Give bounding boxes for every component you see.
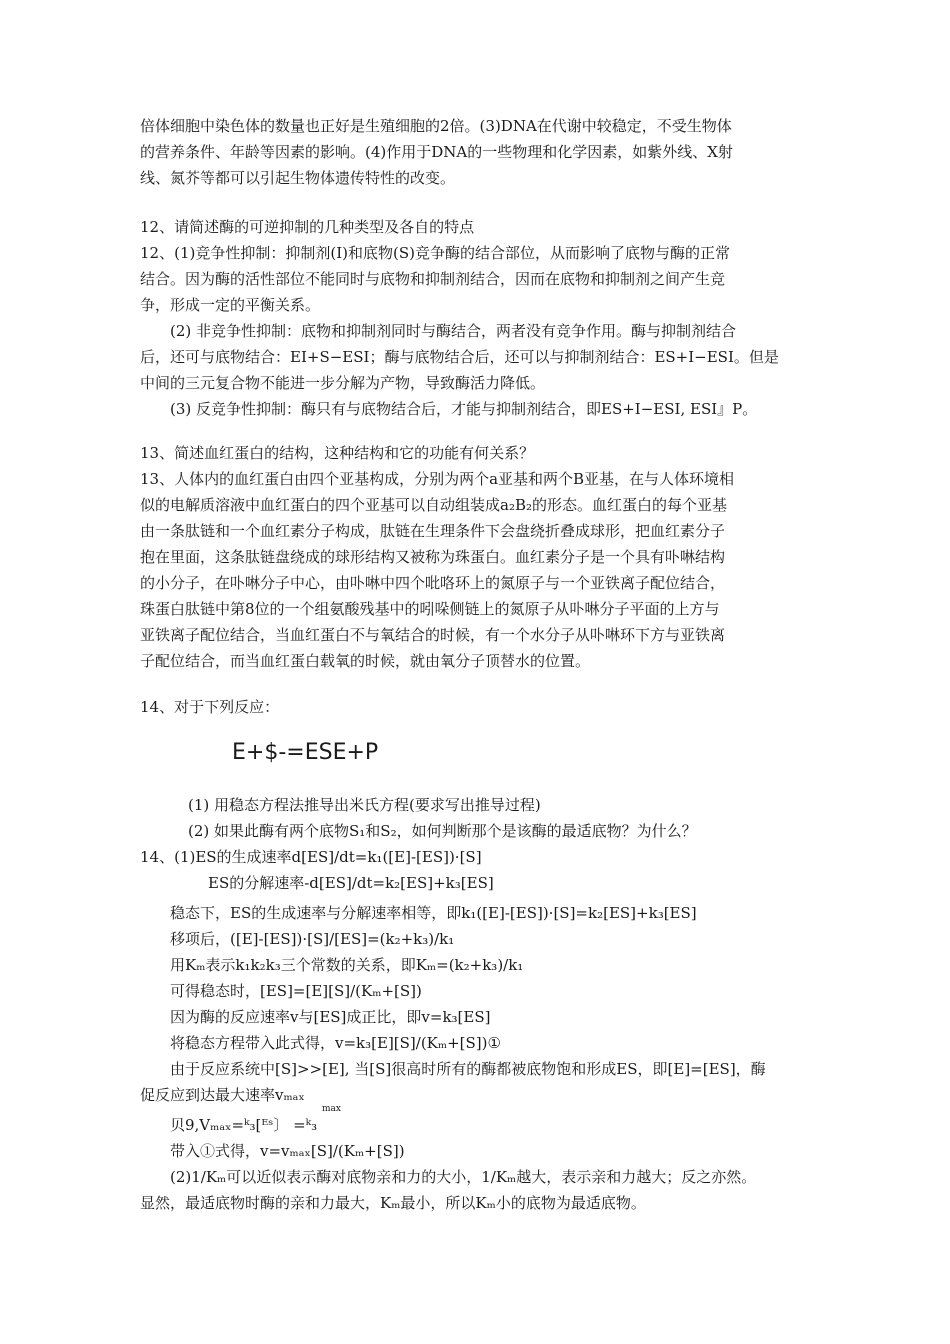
text-line: 似的电解质溶液中血红蛋白的四个亚基可以自动组装成a₂B₂的形态。血红蛋白的每个亚基 bbox=[140, 496, 727, 514]
equation-text: E+$-=ESE+P bbox=[232, 740, 379, 765]
text-line: 争，形成一定的平衡关系。 bbox=[140, 296, 321, 314]
text-line: 促反应到达最大速率vₘₐₓ bbox=[140, 1086, 305, 1104]
text-line: 结合。因为酶的活性部位不能同时与底物和抑制剂结合，因而在底物和抑制剂之间产生竞 bbox=[140, 270, 726, 288]
text-line: (3) 反竞争性抑制：酶只有与底物结合后，才能与抑制剂结合，即ES+I−ESI, ESI』P。 bbox=[170, 400, 758, 418]
question-13-title: 13、简述血红蛋白的结构，这种结构和它的功能有何关系？ bbox=[140, 444, 535, 462]
question-14-subquestions bbox=[140, 792, 820, 844]
text-line: 的营养条件、年龄等因素的影响。(4)作用于DNA的一些物理和化学因素，如紫外线、X射 bbox=[140, 143, 733, 161]
text-line: 珠蛋白肽链中第8位的一个组氨酸残基中的吲哚侧链上的氮原子从卟啉分子平面的上方与 bbox=[140, 600, 720, 618]
text-line: 贝9,Vₘₐₓ=ᵏ₃[ᴱˢ〕 =ᵏ₃ bbox=[170, 1116, 318, 1134]
text-line: 中间的三元复合物不能进一步分解为产物，导致酶活力降低。 bbox=[140, 374, 546, 392]
text-line: 移项后，([E]-[ES])·[S]/[ES]=(k₂+k₃)/k₁ bbox=[170, 930, 455, 948]
derivation-steps bbox=[140, 900, 820, 1108]
text-line: 12、(1)竞争性抑制：抑制剂(I)和底物(S)竞争酶的结合部位，从而影响了底物与酶的正常 bbox=[140, 244, 730, 262]
text-line: 抱在里面，这条肽链盘绕成的球形结构又被称为珠蛋白。血红素分子是一个具有卟啉结构 bbox=[140, 548, 726, 566]
question-13 bbox=[140, 440, 820, 674]
text-line: (2)1/Kₘ可以近似表示酶对底物亲和力的大小，1/Kₘ越大，表示亲和力越大；反之亦然。 bbox=[170, 1168, 757, 1186]
text-line: 可得稳态时，[ES]=[E][S]/(Kₘ+[S]) bbox=[170, 982, 422, 1000]
text-line: 由于反应系统中[S]>>[E], 当[S]很高时所有的酶都被底物饱和形成ES，即[E]=[ES]，酶 bbox=[170, 1060, 766, 1078]
text-line: 的小分子，在卟啉分子中心，由卟啉中四个吡咯环上的氮原子与一个亚铁离子配位结合， bbox=[140, 574, 726, 592]
text-line: 子配位结合，而当血红蛋白载氧的时候，就由氧分子顶替水的位置。 bbox=[140, 652, 591, 670]
question-14-answer bbox=[140, 844, 820, 896]
text-line: 带入①式得，v=vₘₐₓ[S]/(Kₘ+[S]) bbox=[170, 1142, 405, 1160]
intro-paragraph bbox=[140, 113, 820, 191]
text-line: 倍体细胞中染色体的数量也正好是生殖细胞的2倍。(3)DNA在代谢中较稳定，不受生物体 bbox=[140, 117, 732, 135]
question-12-title: 12、请简述酶的可逆抑制的几种类型及各自的特点 bbox=[140, 218, 475, 236]
text-line: 用Kₘ表示k₁k₂k₃三个常数的关系，即Kₘ=(k₂+k₃)/k₁ bbox=[170, 956, 524, 974]
vmax-subscript-note: max bbox=[322, 1104, 341, 1114]
question-14 bbox=[140, 694, 820, 720]
text-line: 稳态下，ES的生成速率与分解速率相等，即k₁([E]-[ES])·[S]=k₂[ES]+k₃[ES] bbox=[170, 904, 697, 922]
subquestion-1: (1) 用稳态方程法推导出米氏方程(要求写出推导过程) bbox=[188, 796, 541, 814]
question-14-title: 14、对于下列反应： bbox=[140, 698, 280, 716]
text-line: 因为酶的反应速率v与[ES]成正比，即v=k₃[ES] bbox=[170, 1008, 491, 1026]
vmax-derivation bbox=[140, 1112, 820, 1216]
text-line: 显然，最适底物时酶的亲和力最大，Kₘ最小，所以Kₘ小的底物为最适底物。 bbox=[140, 1194, 646, 1212]
text-line: 将稳态方程带入此式得，v=k₃[E][S]/(Kₘ+[S])① bbox=[170, 1034, 501, 1052]
text-line: 亚铁离子配位结合，当血红蛋白不与氧结合的时候，有一个水分子从卟啉环下方与亚铁离 bbox=[140, 626, 726, 644]
question-12 bbox=[140, 214, 820, 422]
subquestion-2: (2) 如果此酶有两个底物S₁和S₂，如何判断那个是该酶的最适底物？为什么？ bbox=[188, 822, 697, 840]
text-line: 14、(1)ES的生成速率d[ES]/dt=k₁([E]-[ES])·[S] bbox=[140, 848, 482, 866]
text-line: 后，还可与底物结合：EI+S−ESI；酶与底物结合后，还可以与抑制剂结合：ES+I−ESI。但是 bbox=[140, 348, 779, 366]
text-line: 13、人体内的血红蛋白由四个亚基构成，分别为两个a亚基和两个B亚基，在与人体环境相 bbox=[140, 470, 735, 488]
text-line: 由一条肽链和一个血红素分子构成，肽链在生理条件下会盘绕折叠成球形，把血红素分子 bbox=[140, 522, 726, 540]
reaction-equation bbox=[140, 738, 820, 768]
text-line: 线、氮芥等都可以引起生物体遗传特性的改变。 bbox=[140, 169, 456, 187]
text-line: (2) 非竞争性抑制：底物和抑制剂同时与酶结合，两者没有竞争作用。酶与抑制剂结合 bbox=[170, 322, 737, 340]
text-line: ES的分解速率-d[ES]/dt=k₂[ES]+k₃[ES] bbox=[208, 874, 494, 892]
